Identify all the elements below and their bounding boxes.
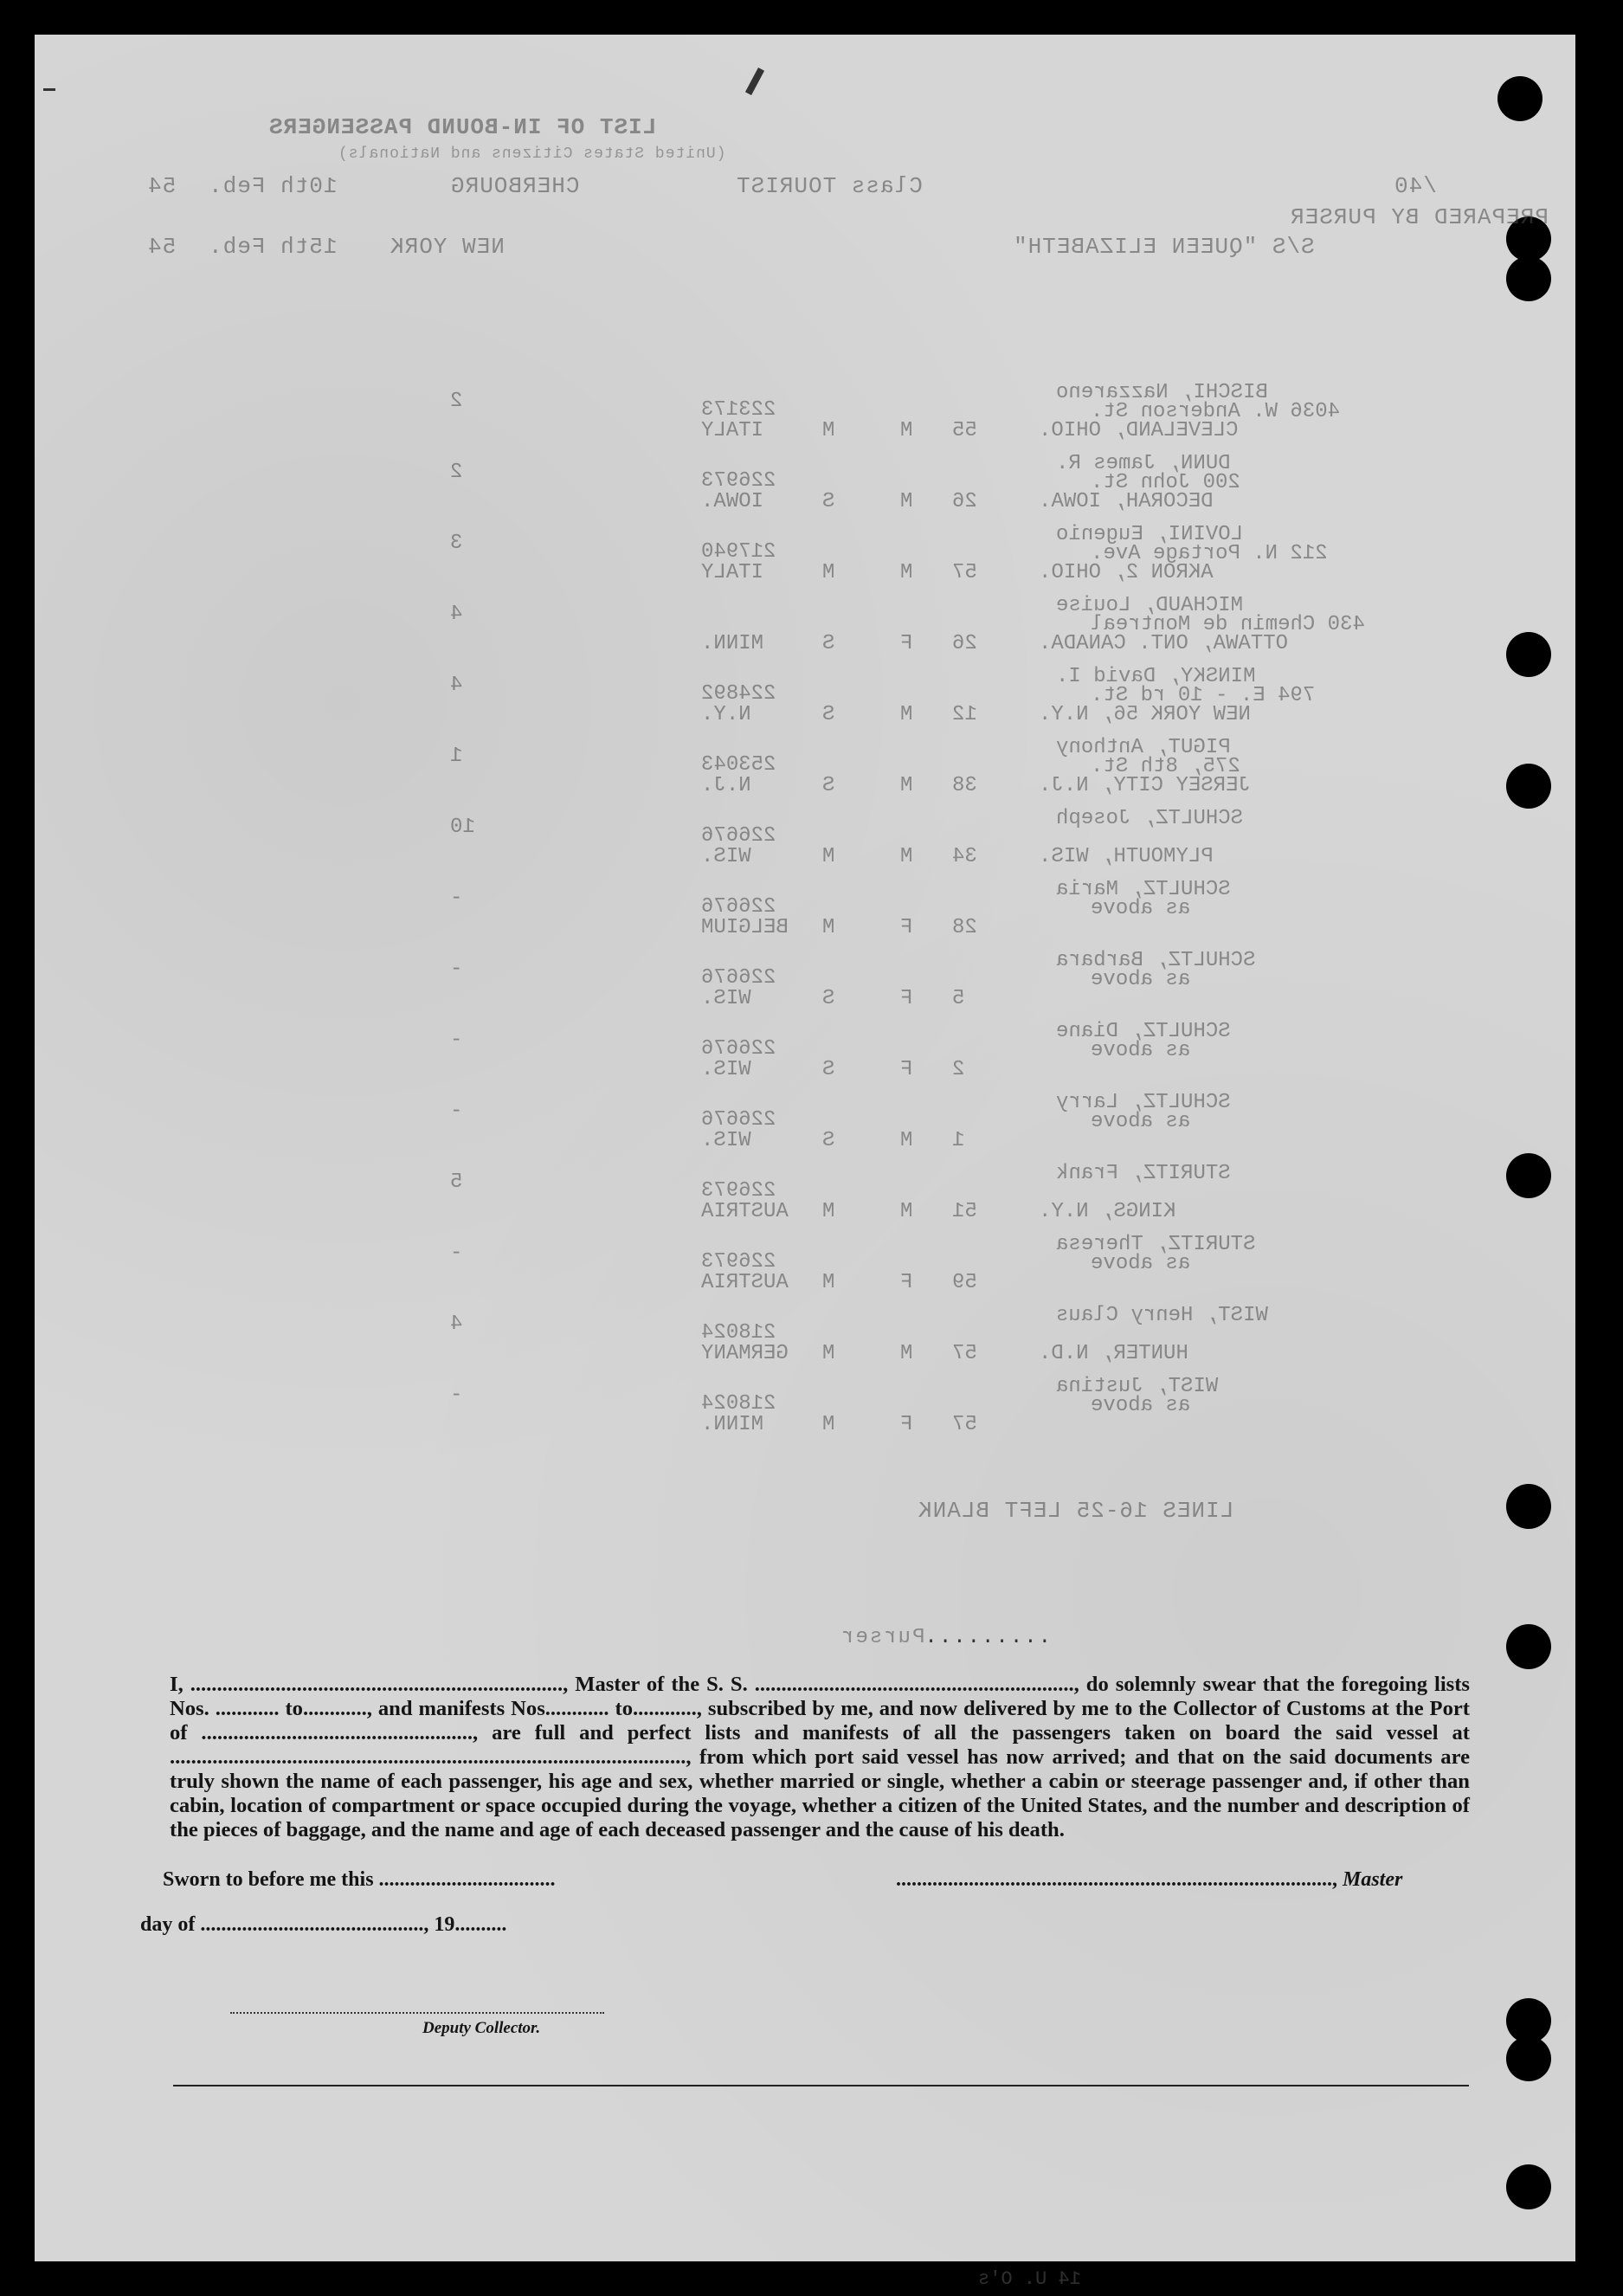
ghost-cell-ms: M [822, 845, 835, 868]
ghost-cell-ms: S [822, 1058, 835, 1081]
footer-code: 14 U. O's [978, 2268, 1081, 2290]
ghost-cell-age: 26 [952, 632, 977, 655]
ghost-class: Class TOURIST [736, 173, 923, 199]
ghost-cell-ref: 218024 [701, 1321, 776, 1345]
ghost-cell-name: SCHULTZ, Barbara [1056, 949, 1256, 972]
ghost-cell-nat: WIS. [701, 845, 751, 868]
ghost-cell-ms: S [822, 490, 835, 513]
ghost-cell-ms: M [822, 419, 835, 442]
bottom-rule [173, 2085, 1469, 2086]
ghost-cell-addr2: JERSEY CITY, N.J. [1039, 774, 1251, 797]
ghost-list-no: /40 [1394, 173, 1437, 199]
ghost-cell-age: 5 [952, 987, 965, 1010]
ghost-cell-addr2: NEW YORK 56, N.Y. [1039, 703, 1251, 726]
ghost-cell-age: 26 [952, 490, 977, 513]
ghost-cell-addr1: as above [1091, 1110, 1191, 1133]
ghost-cell-nat: WIS. [701, 1058, 751, 1081]
ghost-cell-ms: M [822, 1342, 835, 1365]
ghost-cell-addr1: as above [1091, 1394, 1191, 1417]
ghost-cell-name: STURITZ, Frank [1056, 1162, 1231, 1185]
ghost-cell-no: 4 [450, 674, 463, 697]
ghost-cell-age: 38 [952, 774, 977, 797]
ghost-cell-ref: 226973 [701, 1179, 776, 1203]
ghost-cell-sex: M [900, 419, 913, 442]
ghost-cell-addr2: HUNTER, N.D. [1039, 1342, 1188, 1365]
ghost-cell-age: 51 [952, 1200, 977, 1223]
ghost-cell-sex: M [900, 490, 913, 513]
ghost-from-port: CHERBOURG [450, 173, 580, 199]
ghost-cell-nat: WIS. [701, 1129, 751, 1152]
punch-hole [1506, 1484, 1551, 1529]
ghost-cell-age: 12 [952, 703, 977, 726]
ghost-cell-sex: F [900, 1271, 913, 1294]
ghost-cell-no: - [450, 958, 463, 981]
punch-hole [1506, 1153, 1551, 1198]
ghost-cell-ref: 226676 [701, 1037, 776, 1061]
ghost-cell-sex: M [900, 845, 913, 868]
ghost-cell-no: - [450, 1383, 463, 1407]
ghost-cell-addr1: 200 John St. [1091, 471, 1240, 494]
ghost-cell-sex: M [900, 1129, 913, 1152]
ghost-cell-ms: S [822, 774, 835, 797]
ghost-cell-no: 2 [450, 461, 463, 484]
ink-mark [745, 68, 764, 95]
ghost-cell-ref: 226676 [701, 895, 776, 919]
ghost-cell-name: PIGUT, Anthony [1056, 736, 1231, 759]
ghost-cell-sex: F [900, 1413, 913, 1436]
ghost-cell-addr2: AKRON 2, OHIO. [1039, 561, 1214, 584]
ghost-cell-sex: F [900, 916, 913, 939]
ghost-form-subtitle: (United States Citizens and Nationals) [338, 145, 726, 163]
ghost-cell-age: 2 [952, 1058, 965, 1081]
ghost-date-arrival: 15th Feb. [208, 234, 338, 260]
ghost-cell-no: 2 [450, 390, 463, 413]
ghost-cell-age: 57 [952, 561, 977, 584]
deputy-signature-line [230, 2012, 604, 2014]
ghost-cell-addr1: as above [1091, 968, 1191, 991]
punch-hole [1506, 1624, 1551, 1669]
ghost-cell-addr2: PLYMOUTH, WIS. [1039, 845, 1214, 868]
ghost-cell-no: - [450, 1029, 463, 1052]
ghost-cell-ms: M [822, 1413, 835, 1436]
ghost-year-a: 54 [147, 173, 177, 199]
ghost-cell-name: BISCHI, Nazzareno [1056, 381, 1268, 404]
ghost-cell-nat: N.J. [701, 774, 751, 797]
ghost-cell-ref: 226973 [701, 469, 776, 493]
ghost-cell-nat: MINN. [701, 632, 764, 655]
ghost-vessel: S/S "QUEEN ELIZABETH" [1013, 234, 1315, 260]
ghost-cell-addr1: 275, 8th St. [1091, 755, 1240, 778]
ghost-cell-age: 34 [952, 845, 977, 868]
ghost-cell-ref: 223173 [701, 398, 776, 422]
ghost-date-from: 10th Feb. [208, 173, 338, 199]
master-label: Master [1343, 1868, 1403, 1891]
ghost-prepared-by: PREPARED BY PURSER [1290, 204, 1549, 230]
ghost-cell-sex: M [900, 774, 913, 797]
ghost-cell-ref: 226973 [701, 1250, 776, 1274]
ghost-cell-ms: M [822, 561, 835, 584]
ghost-cell-addr1: 794 E. - 10 rd St. [1091, 684, 1316, 707]
ghost-cell-name: STURITZ, Theresa [1056, 1233, 1256, 1256]
ghost-cell-addr1: as above [1091, 1252, 1191, 1275]
purser-label: Purser [840, 1626, 925, 1649]
ghost-cell-name: LOVINI, Eugenio [1056, 523, 1244, 546]
ghost-cell-nat: ITALY [701, 561, 764, 584]
ghost-cell-name: SCHULTZ, Diane [1056, 1020, 1231, 1043]
ghost-cell-nat: AUSTRIA [701, 1271, 789, 1294]
ghost-year-b: 54 [147, 234, 177, 260]
ghost-cell-nat: IOWA. [701, 490, 764, 513]
ghost-cell-addr1: 212 N. Portage Ave. [1091, 542, 1328, 565]
ghost-cell-nat: N.Y. [701, 703, 751, 726]
ghost-cell-no: - [450, 887, 463, 910]
ghost-cell-no: - [450, 1100, 463, 1123]
ghost-cell-addr1: as above [1091, 1039, 1191, 1062]
punch-hole [1506, 632, 1551, 677]
ghost-cell-addr2: CLEVELAND, OHIO. [1039, 419, 1239, 442]
ghost-cell-no: 1 [450, 745, 463, 768]
punch-hole [1506, 764, 1551, 809]
ghost-cell-addr2: DECORAH, IOWA. [1039, 490, 1214, 513]
ghost-cell-name: MINSKY, David I. [1056, 665, 1256, 688]
deputy-collector-label: Deputy Collector. [422, 2019, 541, 2037]
ink-mark [43, 88, 55, 91]
ghost-cell-nat: BELGIUM [701, 916, 789, 939]
ghost-cell-ms: M [822, 1271, 835, 1294]
ghost-cell-name: SCHULTZ, Maria [1056, 878, 1231, 901]
ghost-cell-sex: M [900, 561, 913, 584]
ghost-cell-sex: F [900, 1058, 913, 1081]
ghost-cell-addr2: OTTAWA, ONT. CANADA. [1039, 632, 1289, 655]
ghost-cell-age: 57 [952, 1413, 977, 1436]
punch-hole [1506, 256, 1551, 301]
ghost-cell-no: 4 [450, 603, 463, 626]
ghost-cell-name: SCHULTZ, Larry [1056, 1091, 1231, 1114]
ghost-cell-name: DUNN, James R. [1056, 452, 1231, 475]
master-dots: ...................................................................................., [896, 1868, 1343, 1891]
ghost-cell-ms: S [822, 703, 835, 726]
day-of-line: day of ..........................................., 19.......... [140, 1913, 507, 1936]
ghost-cell-age: 55 [952, 419, 977, 442]
ghost-cell-ms: S [822, 632, 835, 655]
ghost-cell-ref: 226676 [701, 966, 776, 990]
oath-paragraph: I, ......................................................................, Master of the S. S. ............................................................, do solemnly swear that the foregoing lists Nos. ............ to............, and manifests Nos............ to............, subscribed by me, and now delivered by me to the Collector of Customs at the Port of ..................................................., are full and perfect lists and manifests of all the passengers taken on board the said vessel at ................................................................................................., from which port said vessel has now arrived; and that on the said documents are truly shown the name of each passenger, his age and sex, whether married or single, whether a cabin or steerage passenger and, if other than cabin, location of compartment or space occupied during the voyage, whether a citizen of the United States, and the number and description of the pieces of baggage, and the name and age of each deceased passenger and the cause of his death. [170, 1673, 1470, 1841]
ghost-cell-sex: M [900, 1342, 913, 1365]
ghost-cell-addr1: 4036 W. Anderson St. [1091, 400, 1341, 423]
ghost-form-title: LIST OF IN-BOUND PASSENGERS [268, 114, 657, 140]
ghost-cell-age: 28 [952, 916, 977, 939]
ghost-cell-ms: M [822, 1200, 835, 1223]
ghost-cell-ms: S [822, 987, 835, 1010]
sworn-line: Sworn to before me this .................................. [163, 1868, 556, 1891]
ghost-cell-ref: 218024 [701, 1392, 776, 1416]
ghost-cell-ref: 253043 [701, 753, 776, 777]
ghost-cell-name: SCHULTZ, Joseph [1056, 807, 1244, 830]
ghost-cell-sex: F [900, 632, 913, 655]
master-signature-line [896, 1868, 1402, 1892]
ghost-cell-nat: WIS. [701, 987, 751, 1010]
ghost-cell-addr2: KINGS, N.Y. [1039, 1200, 1176, 1223]
ghost-cell-addr1: as above [1091, 897, 1191, 920]
ghost-cell-no: 3 [450, 532, 463, 555]
ghost-cell-nat: AUSTRIA [701, 1200, 789, 1223]
ghost-cell-ref: 226676 [701, 824, 776, 848]
punch-hole [1497, 76, 1542, 121]
punch-hole [1506, 2036, 1551, 2081]
ghost-cell-no: 10 [450, 816, 475, 839]
purser-line: Purser......... [840, 1626, 1053, 1649]
ghost-cell-no: 5 [450, 1171, 463, 1194]
ghost-cell-no: - [450, 1242, 463, 1265]
ghost-cell-age: 57 [952, 1342, 977, 1365]
punch-hole [1506, 2164, 1551, 2209]
ghost-cell-sex: M [900, 703, 913, 726]
ghost-cell-name: WIST, Henry Claus [1056, 1304, 1268, 1327]
ghost-cell-addr1: 430 Chemin de Montreal [1091, 613, 1365, 636]
ghost-cell-age: 1 [952, 1129, 965, 1152]
ghost-cell-ref: 226676 [701, 1108, 776, 1132]
ghost-cell-ref: 217940 [701, 540, 776, 564]
ghost-arrival-port: NEW YORK [390, 234, 505, 260]
ghost-cell-sex: M [900, 1200, 913, 1223]
ghost-cell-ref: 224892 [701, 682, 776, 706]
ghost-cell-name: MICHAUD, Louise [1056, 594, 1244, 617]
ghost-cell-ms: S [822, 1129, 835, 1152]
ghost-cell-nat: ITALY [701, 419, 764, 442]
ghost-cell-sex: F [900, 987, 913, 1010]
ghost-cell-no: 4 [450, 1312, 463, 1336]
ghost-footer-note: LINES 16-25 LEFT BLANK [918, 1498, 1234, 1524]
ghost-cell-nat: GERMANY [701, 1342, 789, 1365]
ghost-cell-ms: M [822, 916, 835, 939]
ghost-cell-name: WIST, Justina [1056, 1375, 1219, 1398]
ghost-cell-nat: MINN. [701, 1413, 764, 1436]
ghost-cell-age: 59 [952, 1271, 977, 1294]
manifest-sheet [35, 35, 1575, 2290]
